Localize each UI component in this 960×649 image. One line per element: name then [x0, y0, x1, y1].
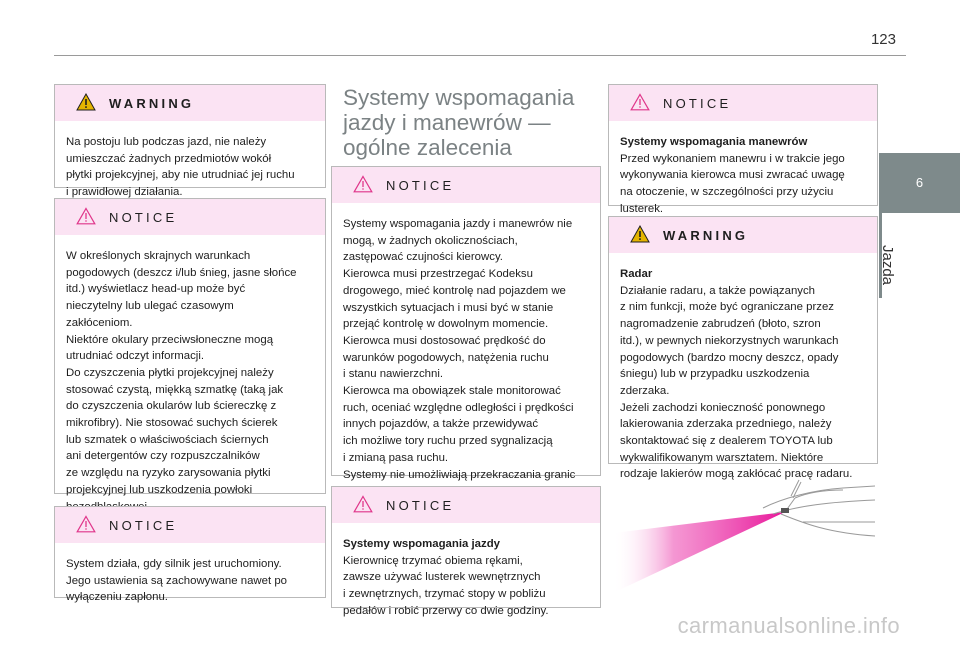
notice-box-driving-assist: [331, 486, 601, 617]
notice-text: Przed wykonaniem manewru i w trakcie jego wykonywania kierowca musi zwracać uwagę na otoczenie, w szczególności przy użyciu lusterek.: [620, 152, 845, 215]
warning-header: [609, 217, 877, 253]
notice-header: [332, 167, 600, 203]
notice-triangle-icon: [353, 495, 373, 513]
notice-box-maneuver-assist: [608, 84, 878, 215]
warning-box-projection: [54, 84, 326, 199]
notice-triangle-icon: [76, 207, 96, 225]
notice-label: NOTICE: [386, 498, 455, 513]
warning-text: Działanie radaru, a także powiązanych z nim funkcji, może być ograniczane przez nagromadzenie zabrudzeń (błoto, szron itd.), w pewnych niekorzystnych warunkach pogodowych (bardzo mocny deszcz, opady śniegu) lub w przypadku uszkodzenia zderzaka. Jeżeli zachodzi konieczność ponownego lakierowania zderzaka przedniego, należy skontaktować się z dealerem TOYOTA lub wykwalifikowanym warsztatem. Niektóre rodzaje lakierów mogą zakłócać pracę radaru.: [620, 284, 853, 481]
front-radar-illustration: [613, 478, 877, 598]
notice-text: Systemy wspomagania jazdy i manewrów nie mogą, w żadnych okolicznościach, zastępować czujności kierowcy. Kierowca musi przestrzegać Kodeksu drogowego, mieć kontrolę nad pojazdem we wszystkich sytuacjach i musi być w stanie przejąć kontrolę w dowolnym momencie. Kierowca musi dostosować prędkość do warunków pogodowych, natężenia ruchu i stanu nawierzchni. Kierowca ma obowiązek stale monitorować ruch, oceniać względne odległości i prędkości innych pojazdów, a także przewidywać ich możliwe tory ruchu przed sygnalizacją i zmianą pasa ruchu. Systemy nie umożliwiają przekraczania granic: [343, 218, 576, 481]
warning-box-radar: [608, 216, 878, 481]
notice-text: System działa, gdy silnik jest uruchomiony. Jego ustawienia są zachowywane nawet po wyłączeniu zapłonu.: [66, 558, 287, 604]
notice-header: [332, 487, 600, 523]
notice-label: NOTICE: [663, 96, 732, 111]
chapter-number: 6: [915, 175, 924, 190]
notice-triangle-icon: [630, 93, 650, 111]
warning-triangle-icon: [76, 93, 96, 111]
notice-label: NOTICE: [386, 178, 455, 193]
warning-label: WARNING: [663, 228, 749, 243]
notice-box-system-state: [54, 506, 326, 604]
chapter-tab[interactable]: [879, 153, 960, 213]
notice-box-driver-attention: [331, 166, 601, 481]
notice-header: [55, 507, 325, 543]
warning-heading: Radar: [620, 268, 653, 280]
notice-header: [609, 85, 877, 121]
radar-beam: [613, 512, 785, 593]
notice-triangle-icon: [76, 515, 96, 533]
notice-label: NOTICE: [109, 518, 178, 533]
notice-box-head-up: [54, 198, 326, 494]
radar-sensor: [781, 508, 789, 513]
page-number: 123: [870, 31, 896, 48]
watermark: carmanualsonline.info: [677, 613, 900, 638]
car-outline: [763, 480, 875, 536]
warning-triangle-icon: [630, 225, 650, 243]
notice-header: [55, 199, 325, 235]
notice-heading: Systemy wspomagania manewrów: [620, 136, 808, 148]
header-divider: [54, 55, 906, 56]
notice-text: Kierownicę trzymać obiema rękami, zawsze używać lusterek wewnętrznych i zewnętrznych, trzymać stopy w pobliżu pedałów i robić przerwy co dwie godziny.: [343, 554, 549, 617]
notice-triangle-icon: [353, 175, 373, 193]
chapter-title: Jazda: [879, 245, 896, 286]
warning-label: WARNING: [109, 96, 195, 111]
warning-header: [55, 85, 325, 121]
section-title: Systemy wspomagania jazdy i manewrów — ogólne zalecenia: [343, 85, 575, 160]
notice-label: NOTICE: [109, 210, 178, 225]
notice-text: W określonych skrajnych warunkach pogodowych (deszcz i/lub śnieg, jasne słońce itd.) wyświetlacz head-up może być nieczytelny lub ulegać czasowym zakłóceniom. Niektóre okulary przeciwsłoneczne mogą utrudniać odczyt informacji. Do czyszczenia płytki projekcyjnej należy stosować czystą, miękką szmatkę (taką jak do czyszczenia okularów lub ściereczkę z mikrofibry). Nie stosować suchych ścierek lub szmatek o właściwościach ściernych ani detergentów czy rozpuszczalników ze względu na ryzyko zarysowania płytki projekcyjnej lub uszkodzenia powłoki: [66, 250, 297, 496]
notice-heading: Systemy wspomagania jazdy: [343, 538, 500, 550]
warning-text: Na postoju lub podczas jazd, nie należy umieszczać żadnych przedmiotów wokół płytki projekcyjnej, aby nie utrudniać jej ruchu i prawidłowej działania.: [66, 136, 295, 199]
